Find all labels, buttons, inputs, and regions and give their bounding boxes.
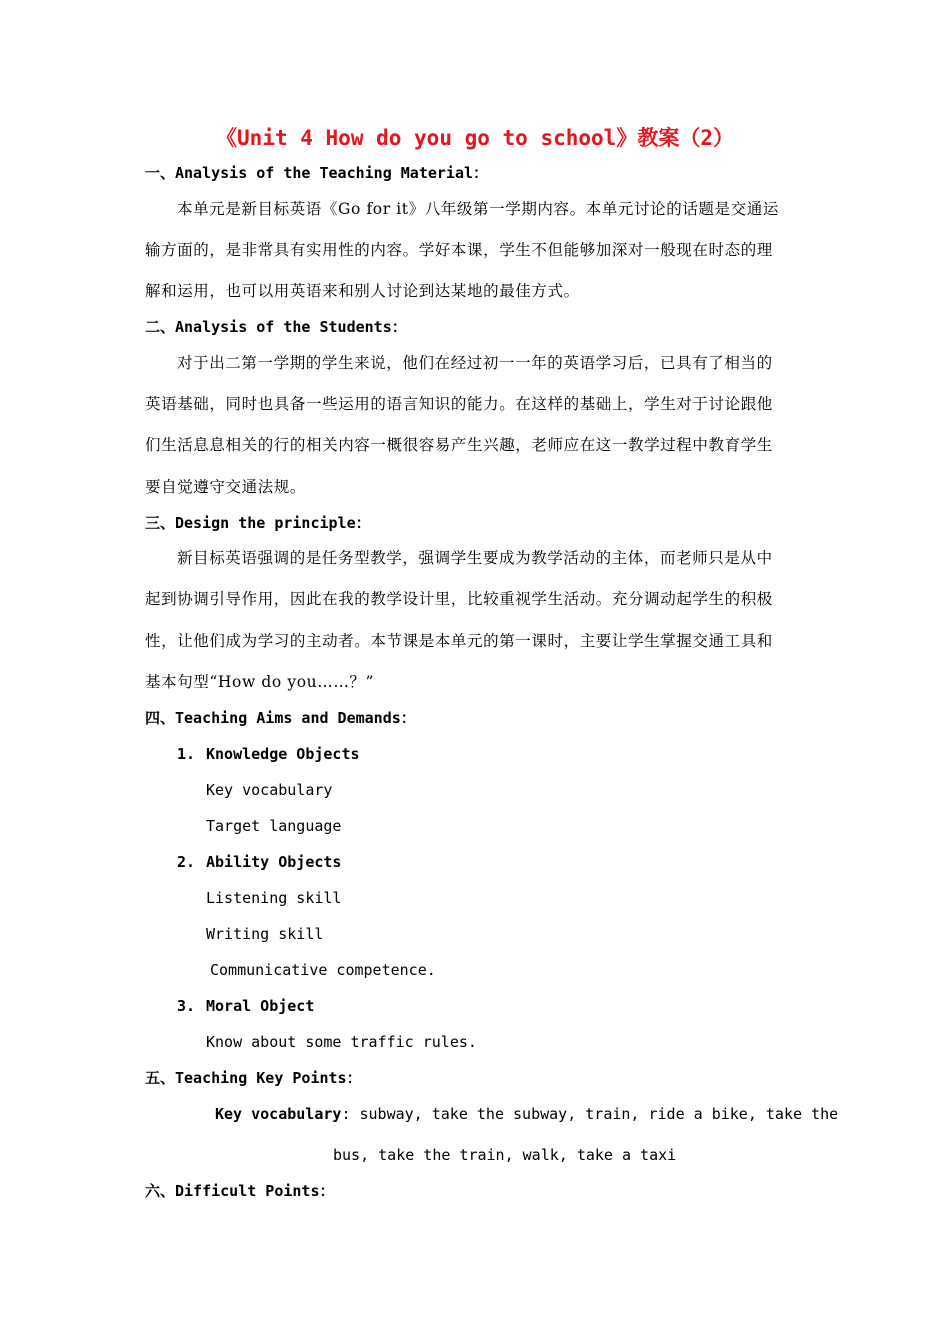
section-heading-students: 二、Analysis of the Students： [145, 318, 407, 336]
paragraph-line: 英语基础，同时也具备一些运用的语言知识的能力。在这样的基础上，学生对于讨论跟他 [145, 395, 773, 413]
paragraph-line: 基本句型“How do you……？” [145, 673, 375, 691]
paragraph-line: 起到协调引导作用，因此在我的教学设计里，比较重视学生活动。充分调动起学生的积极 [145, 590, 773, 608]
paragraph-line: 们生活息息相关的行的相关内容一概很容易产生兴趣，老师应在这一教学过程中教育学生 [145, 436, 773, 454]
list-subitem: Target language [206, 817, 342, 835]
paragraph-line: 要自觉遵守交通法规。 [145, 478, 307, 496]
list-number: 1. [177, 745, 196, 763]
list-subitem: Writing skill [206, 925, 324, 943]
key-vocabulary-text: : subway, take the subway, train, ride a bike, take the [341, 1105, 839, 1123]
list-item-title: Knowledge Objects [206, 745, 360, 763]
list-number: 3. [177, 997, 196, 1015]
paragraph-line: 本单元是新目标英语《Go for it》八年级第一学期内容。本单元讨论的话题是交通运 [177, 200, 779, 218]
document-title: 《Unit 4 How do you go to school》教案（2） [216, 126, 734, 150]
list-item-title: Ability Objects [206, 853, 342, 871]
section-heading-material: 一、Analysis of the Teaching Material： [145, 164, 489, 182]
paragraph-line: 输方面的，是非常具有实用性的内容。学好本课，学生不但能够加深对一般现在时态的理 [145, 241, 773, 259]
section-heading-principle: 三、Design the principle： [145, 514, 371, 532]
section-heading-key-points: 五、Teaching Key Points： [145, 1069, 362, 1087]
list-number: 2. [177, 853, 196, 871]
list-subitem: Listening skill [206, 889, 342, 907]
key-vocabulary-line [215, 1104, 838, 1124]
list-subitem: Key vocabulary [206, 781, 333, 799]
paragraph-line: 新目标英语强调的是任务型教学，强调学生要成为教学活动的主体，而老师只是从中 [177, 549, 773, 567]
list-subitem: Know about some traffic rules. [206, 1033, 477, 1051]
section-heading-aims: 四、Teaching Aims and Demands： [145, 709, 416, 727]
section-heading-difficult: 六、Difficult Points： [145, 1182, 335, 1200]
paragraph-line: 对于出二第一学期的学生来说，他们在经过初一一年的英语学习后，已具有了相当的 [177, 354, 773, 372]
list-subitem: Communicative competence. [210, 961, 436, 979]
paragraph-line: 解和运用，也可以用英语来和别人讨论到达某地的最佳方式。 [145, 282, 580, 300]
key-vocabulary-continuation: bus, take the train, walk, take a taxi [333, 1146, 677, 1164]
paragraph-line: 性，让他们成为学习的主动者。本节课是本单元的第一课时，主要让学生掌握交通工具和 [145, 632, 773, 650]
list-item-title: Moral Object [206, 997, 315, 1015]
key-vocabulary-label: Key vocabulary [215, 1105, 342, 1123]
